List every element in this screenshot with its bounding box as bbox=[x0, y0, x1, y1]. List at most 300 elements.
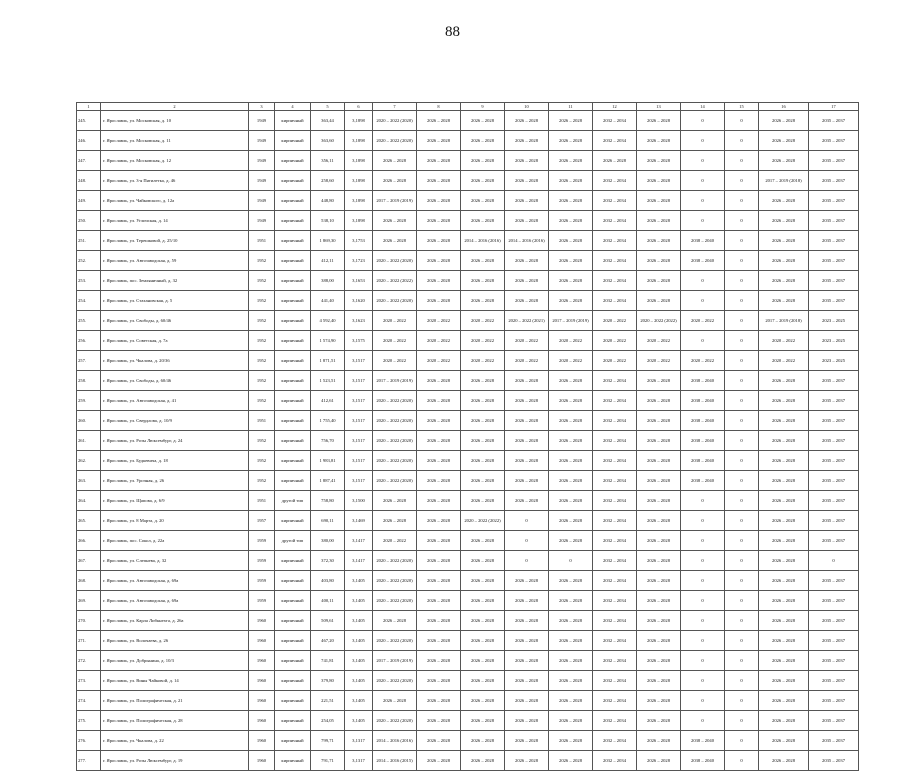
table-cell: 2026 – 2028 bbox=[549, 731, 593, 751]
table-cell: 2020 – 2022 (2020) bbox=[373, 591, 417, 611]
table-cell: 2032 – 2034 bbox=[593, 571, 637, 591]
table-cell: 0 bbox=[725, 691, 759, 711]
table-cell: 274. bbox=[77, 691, 101, 711]
table-cell: 2026 – 2028 bbox=[549, 491, 593, 511]
table-cell: 2026 – 2028 bbox=[417, 691, 461, 711]
table-cell: 3,1653 bbox=[345, 271, 373, 291]
table-cell: 0 bbox=[681, 651, 725, 671]
table-cell: 400,11 bbox=[311, 591, 345, 611]
table-cell: 262. bbox=[77, 451, 101, 471]
table-cell: 2026 – 2028 bbox=[505, 291, 549, 311]
table-cell: 2026 – 2028 bbox=[637, 731, 681, 751]
table-cell: 2026 – 2028 bbox=[505, 471, 549, 491]
page-number: 88 bbox=[445, 24, 460, 40]
table-cell: 2020 – 2022 bbox=[593, 331, 637, 351]
table-cell: другой тип bbox=[275, 531, 311, 551]
column-header: 6 bbox=[345, 103, 373, 111]
table-cell: 2020 – 2022 bbox=[417, 311, 461, 331]
table-cell: кирпичный bbox=[275, 611, 311, 631]
table-cell: 0 bbox=[725, 571, 759, 591]
table-cell: 1952 bbox=[249, 451, 275, 471]
table-cell: кирпичный bbox=[275, 731, 311, 751]
table-cell: 2038 – 2040 bbox=[681, 751, 725, 771]
table-cell: 248. bbox=[77, 171, 101, 191]
table-cell: 412,61 bbox=[311, 391, 345, 411]
table-row bbox=[77, 451, 859, 471]
table-cell: 388,00 bbox=[311, 271, 345, 291]
table-cell: 2020 – 2022 (2020) bbox=[373, 571, 417, 591]
table-cell: 2026 – 2028 bbox=[637, 111, 681, 131]
table-cell: 2026 – 2028 bbox=[505, 411, 549, 431]
table-cell: 250. bbox=[77, 211, 101, 231]
address-cell: г. Ярославль, ул. Свободы, д. 60/46 bbox=[101, 311, 249, 331]
table-cell: 2026 – 2028 bbox=[505, 631, 549, 651]
table-cell: 2035 – 2037 bbox=[809, 131, 859, 151]
table-row bbox=[77, 491, 859, 511]
table-cell: 2032 – 2034 bbox=[593, 251, 637, 271]
address-cell: г. Ярославль, ул. Урочная, д. 26 bbox=[101, 471, 249, 491]
table-cell: 2026 – 2028 bbox=[759, 431, 809, 451]
table-cell: 2026 – 2028 bbox=[637, 411, 681, 431]
table-cell: 380,00 bbox=[311, 531, 345, 551]
table-cell: 2026 – 2028 bbox=[461, 731, 505, 751]
table-cell: 2026 – 2028 bbox=[549, 751, 593, 771]
table-cell: 3,1623 bbox=[345, 311, 373, 331]
table-cell: 2035 – 2037 bbox=[809, 111, 859, 131]
table-cell: 448,80 bbox=[311, 191, 345, 211]
address-cell: г. Ярославль, ул. Стахановская, д. 5 bbox=[101, 291, 249, 311]
table-cell: 3,1517 bbox=[345, 471, 373, 491]
table-cell: 0 bbox=[725, 251, 759, 271]
table-cell: 0 bbox=[505, 511, 549, 531]
table-cell: 2026 – 2028 bbox=[637, 671, 681, 691]
table-cell: кирпичный bbox=[275, 311, 311, 331]
table-cell: 0 bbox=[725, 211, 759, 231]
table-cell: 1949 bbox=[249, 191, 275, 211]
table-cell: 245. bbox=[77, 111, 101, 131]
table-cell: 2020 – 2022 (2020) bbox=[373, 631, 417, 651]
table-cell: 2026 – 2028 bbox=[759, 451, 809, 471]
table-cell: 254. bbox=[77, 291, 101, 311]
table-cell: 1952 bbox=[249, 371, 275, 391]
table-cell: 2032 – 2034 bbox=[593, 671, 637, 691]
table-cell: 3,1517 bbox=[345, 391, 373, 411]
table-cell: 363,60 bbox=[311, 131, 345, 151]
table-cell: 2035 – 2037 bbox=[809, 211, 859, 231]
table-cell: 0 bbox=[549, 551, 593, 571]
address-cell: г. Ярославль, ул. Чкалова, д. 22 bbox=[101, 731, 249, 751]
table-cell: кирпичный bbox=[275, 171, 311, 191]
table-cell: 2017 – 2019 (2018) bbox=[759, 311, 809, 331]
table-cell: 2026 – 2028 bbox=[505, 211, 549, 231]
table-cell: 2020 – 2022 bbox=[681, 311, 725, 331]
table-cell: 2026 – 2028 bbox=[759, 751, 809, 771]
table-cell: 372,30 bbox=[311, 551, 345, 571]
table-cell: 2026 – 2028 bbox=[759, 711, 809, 731]
table-cell: кирпичный bbox=[275, 131, 311, 151]
table-cell: 2026 – 2028 bbox=[461, 251, 505, 271]
table-cell: 2026 – 2028 bbox=[759, 671, 809, 691]
table-cell: 2026 – 2028 bbox=[373, 171, 417, 191]
table-cell: 2026 – 2028 bbox=[759, 291, 809, 311]
table-cell: кирпичный bbox=[275, 471, 311, 491]
table-cell: 2026 – 2028 bbox=[417, 371, 461, 391]
table-cell: 2020 – 2022 bbox=[549, 331, 593, 351]
table-cell: 2026 – 2028 bbox=[461, 471, 505, 491]
table-cell: 2035 – 2037 bbox=[809, 751, 859, 771]
table-cell: 2026 – 2028 bbox=[461, 291, 505, 311]
table-cell: 2026 – 2028 bbox=[505, 691, 549, 711]
table-cell: 2035 – 2037 bbox=[809, 571, 859, 591]
table-cell: другой тип bbox=[275, 491, 311, 511]
table-cell: 2026 – 2028 bbox=[505, 391, 549, 411]
table-cell: 2026 – 2028 bbox=[417, 731, 461, 751]
table-cell: 2026 – 2028 bbox=[461, 391, 505, 411]
table-cell: 2023 – 2025 bbox=[809, 351, 859, 371]
table-cell: 1951 bbox=[249, 411, 275, 431]
table-cell: 3,1469 bbox=[345, 511, 373, 531]
address-cell: г. Ярославль, пос. Земляничный, д. 32 bbox=[101, 271, 249, 291]
table-cell: 2026 – 2028 bbox=[505, 191, 549, 211]
table-cell: 3,1500 bbox=[345, 491, 373, 511]
table-row bbox=[77, 591, 859, 611]
column-header: 9 bbox=[461, 103, 505, 111]
table-cell: 2026 – 2028 bbox=[461, 131, 505, 151]
table-cell: 1952 bbox=[249, 331, 275, 351]
table-cell: 1960 bbox=[249, 631, 275, 651]
table-cell: 2026 – 2028 bbox=[759, 491, 809, 511]
table-cell: 0 bbox=[681, 131, 725, 151]
table-cell: 2026 – 2028 bbox=[417, 651, 461, 671]
table-cell: 2020 – 2022 bbox=[681, 351, 725, 371]
table-cell: 2026 – 2028 bbox=[461, 671, 505, 691]
table-cell: 251. bbox=[77, 231, 101, 251]
table-cell: 0 bbox=[681, 191, 725, 211]
table-cell: 2020 – 2022 (2021) bbox=[505, 311, 549, 331]
table-cell: 2026 – 2028 bbox=[417, 451, 461, 471]
table-cell: 2032 – 2034 bbox=[593, 291, 637, 311]
table-cell: 277. bbox=[77, 751, 101, 771]
table-cell: 1952 bbox=[249, 291, 275, 311]
table-cell: 2032 – 2034 bbox=[593, 651, 637, 671]
table-row bbox=[77, 131, 859, 151]
table-row bbox=[77, 351, 859, 371]
table-cell: 0 bbox=[725, 491, 759, 511]
table-cell: 741,81 bbox=[311, 651, 345, 671]
table-cell: кирпичный bbox=[275, 271, 311, 291]
table-cell: 0 bbox=[725, 431, 759, 451]
table-cell: 2038 – 2040 bbox=[681, 371, 725, 391]
table-cell: 2038 – 2040 bbox=[681, 451, 725, 471]
table-row bbox=[77, 171, 859, 191]
table-cell: кирпичный bbox=[275, 111, 311, 131]
table-cell: 2026 – 2028 bbox=[549, 251, 593, 271]
table-cell: 2026 – 2028 bbox=[637, 371, 681, 391]
table-cell: 2026 – 2028 bbox=[461, 551, 505, 571]
table-cell: 2020 – 2022 (2020) bbox=[373, 451, 417, 471]
address-cell: г. Ярославль, ул. Полиграфическая, д. 28 bbox=[101, 711, 249, 731]
table-cell: 2026 – 2028 bbox=[549, 151, 593, 171]
table-cell: 2035 – 2037 bbox=[809, 531, 859, 551]
table-cell: 2035 – 2037 bbox=[809, 391, 859, 411]
address-cell: г. Ярославль, ул. Советская, д. 7а bbox=[101, 331, 249, 351]
table-cell: 3,1417 bbox=[345, 531, 373, 551]
table-cell: 2020 – 2022 bbox=[505, 351, 549, 371]
table-cell: кирпичный bbox=[275, 191, 311, 211]
table-cell: 2026 – 2028 bbox=[637, 251, 681, 271]
table-cell: 1959 bbox=[249, 591, 275, 611]
table-cell: 253. bbox=[77, 271, 101, 291]
table-cell: 2017 – 2019 (2019) bbox=[373, 371, 417, 391]
table-cell: 3,1517 bbox=[345, 351, 373, 371]
table-cell: 2026 – 2028 bbox=[417, 271, 461, 291]
table-cell: 2026 – 2028 bbox=[549, 291, 593, 311]
table-cell: 2014 – 2016 (2015) bbox=[373, 751, 417, 771]
table-cell: 276. bbox=[77, 731, 101, 751]
table-cell: 2026 – 2028 bbox=[461, 371, 505, 391]
table-cell: 2020 – 2022 bbox=[373, 351, 417, 371]
table-cell: 255. bbox=[77, 311, 101, 331]
table-cell: 1949 bbox=[249, 151, 275, 171]
table-cell: 2035 – 2037 bbox=[809, 711, 859, 731]
table-cell: кирпичный bbox=[275, 571, 311, 591]
table-cell: 2026 – 2028 bbox=[505, 751, 549, 771]
table-row bbox=[77, 251, 859, 271]
table-cell: 3,1405 bbox=[345, 611, 373, 631]
table-cell: 1 871,51 bbox=[311, 351, 345, 371]
table-cell: 0 bbox=[505, 531, 549, 551]
table-cell: 2026 – 2028 bbox=[505, 671, 549, 691]
table-cell: 2032 – 2034 bbox=[593, 591, 637, 611]
table-cell: 2026 – 2028 bbox=[373, 691, 417, 711]
table-cell: 2035 – 2037 bbox=[809, 491, 859, 511]
table-cell: 2026 – 2028 bbox=[461, 691, 505, 711]
table-cell: 0 bbox=[681, 511, 725, 531]
table-cell: 2035 – 2037 bbox=[809, 471, 859, 491]
table-cell: 0 bbox=[725, 331, 759, 351]
table-cell: 2026 – 2028 bbox=[417, 291, 461, 311]
table-cell: 2026 – 2028 bbox=[461, 591, 505, 611]
table-cell: 2026 – 2028 bbox=[417, 171, 461, 191]
address-cell: г. Ярославль, ул. Автозаводская, д. 69а bbox=[101, 591, 249, 611]
table-cell: 2026 – 2028 bbox=[637, 551, 681, 571]
address-cell: г. Ярославль, ул. Щапова, д. 6/9 bbox=[101, 491, 249, 511]
table-cell: 275. bbox=[77, 711, 101, 731]
table-cell: 2026 – 2028 bbox=[759, 731, 809, 751]
table-cell: 2035 – 2037 bbox=[809, 611, 859, 631]
table-cell: 2035 – 2037 bbox=[809, 631, 859, 651]
table-cell: 2026 – 2028 bbox=[461, 751, 505, 771]
table-row bbox=[77, 631, 859, 651]
table-cell: 2026 – 2028 bbox=[593, 151, 637, 171]
address-cell: г. Ярославль, ул. Розы Люксембург, д. 19 bbox=[101, 751, 249, 771]
table-cell: 2026 – 2028 bbox=[505, 171, 549, 191]
table-cell: 0 bbox=[725, 131, 759, 151]
table-cell: 2026 – 2028 bbox=[417, 411, 461, 431]
table-cell: 0 bbox=[725, 631, 759, 651]
table-cell: 2026 – 2028 bbox=[637, 471, 681, 491]
table-cell: 273. bbox=[77, 671, 101, 691]
table-cell: 2035 – 2037 bbox=[809, 671, 859, 691]
table-cell: 2026 – 2028 bbox=[417, 431, 461, 451]
address-cell: г. Ярославль, ул. Чкалова, д. 20/36 bbox=[101, 351, 249, 371]
table-cell: 2026 – 2028 bbox=[637, 751, 681, 771]
table-row bbox=[77, 311, 859, 331]
address-cell: г. Ярославль, ул. Московская, д. 10 bbox=[101, 111, 249, 131]
table-cell: 3,1898 bbox=[345, 191, 373, 211]
table-cell: 2026 – 2028 bbox=[417, 611, 461, 631]
table-cell: 2026 – 2028 bbox=[759, 531, 809, 551]
table-row bbox=[77, 411, 859, 431]
table-cell: 3,1517 bbox=[345, 371, 373, 391]
table-cell: 0 bbox=[725, 531, 759, 551]
table-cell: 0 bbox=[725, 191, 759, 211]
table-cell: 2032 – 2034 bbox=[593, 231, 637, 251]
table-cell: 2026 – 2028 bbox=[549, 631, 593, 651]
column-header: 2 bbox=[101, 103, 249, 111]
column-header: 10 bbox=[505, 103, 549, 111]
table-cell: 2026 – 2028 bbox=[461, 171, 505, 191]
table-cell: 2026 – 2028 bbox=[417, 511, 461, 531]
table-cell: 246. bbox=[77, 131, 101, 151]
table-cell: 3,1898 bbox=[345, 131, 373, 151]
table-cell: 1952 bbox=[249, 351, 275, 371]
table-cell: 2026 – 2028 bbox=[759, 191, 809, 211]
table-cell: 2026 – 2028 bbox=[759, 571, 809, 591]
table-row bbox=[77, 651, 859, 671]
table-cell: 2026 – 2028 bbox=[373, 511, 417, 531]
table-cell: 221,51 bbox=[311, 691, 345, 711]
table-cell: 2020 – 2022 (2020) bbox=[373, 131, 417, 151]
table-cell: 2032 – 2034 bbox=[593, 691, 637, 711]
table-cell: 2032 – 2034 bbox=[593, 711, 637, 731]
address-cell: г. Ярославль, ул. Добрынина, д. 10/3 bbox=[101, 651, 249, 671]
table-cell: 3,1898 bbox=[345, 211, 373, 231]
table-cell: 0 bbox=[681, 591, 725, 611]
table-cell: 2026 – 2028 bbox=[759, 471, 809, 491]
table-cell: 2026 – 2028 bbox=[417, 591, 461, 611]
table-row bbox=[77, 111, 859, 131]
table-cell: 2035 – 2037 bbox=[809, 431, 859, 451]
table-cell: 2026 – 2028 bbox=[637, 511, 681, 531]
table-cell: кирпичный bbox=[275, 551, 311, 571]
table-cell: 2026 – 2028 bbox=[759, 591, 809, 611]
table-cell: 2026 – 2028 bbox=[505, 251, 549, 271]
table-cell: 0 bbox=[725, 551, 759, 571]
header-row bbox=[77, 103, 859, 111]
table-cell: 1959 bbox=[249, 551, 275, 571]
table-cell: 2026 – 2028 bbox=[637, 451, 681, 471]
table-cell: 2038 – 2040 bbox=[681, 731, 725, 751]
table-cell: 0 bbox=[505, 551, 549, 571]
column-header: 14 bbox=[681, 103, 725, 111]
table-cell: 2014 – 2016 (2016) bbox=[505, 231, 549, 251]
table-cell: 2035 – 2037 bbox=[809, 511, 859, 531]
table-cell: 2026 – 2028 bbox=[417, 711, 461, 731]
address-cell: г. Ярославль, ул. Волочаева, д. 26 bbox=[101, 631, 249, 651]
table-cell: 2026 – 2028 bbox=[637, 291, 681, 311]
table-cell: 2035 – 2037 bbox=[809, 251, 859, 271]
table-cell: 257. bbox=[77, 351, 101, 371]
table-cell: 0 bbox=[681, 151, 725, 171]
table-cell: 2026 – 2028 bbox=[637, 691, 681, 711]
table-cell: 0 bbox=[681, 211, 725, 231]
table-cell: 2026 – 2028 bbox=[461, 611, 505, 631]
column-header: 7 bbox=[373, 103, 417, 111]
table-cell: 3,1405 bbox=[345, 631, 373, 651]
table-cell: 2026 – 2028 bbox=[417, 491, 461, 511]
table-cell: 266. bbox=[77, 531, 101, 551]
table-cell: 2020 – 2022 (2022) bbox=[461, 511, 505, 531]
table-cell: 2026 – 2028 bbox=[637, 271, 681, 291]
table-cell: 2020 – 2022 bbox=[637, 351, 681, 371]
table-cell: 0 bbox=[725, 471, 759, 491]
table-cell: 2035 – 2037 bbox=[809, 371, 859, 391]
table-cell: 258. bbox=[77, 371, 101, 391]
table-cell: 2035 – 2037 bbox=[809, 411, 859, 431]
column-header: 3 bbox=[249, 103, 275, 111]
table-cell: 0 bbox=[725, 711, 759, 731]
table-cell: 799,71 bbox=[311, 731, 345, 751]
table-cell: 2026 – 2028 bbox=[417, 551, 461, 571]
table-cell: 2026 – 2028 bbox=[461, 491, 505, 511]
table-cell: 2014 – 2016 (2016) bbox=[373, 731, 417, 751]
table-row bbox=[77, 731, 859, 751]
table-cell: 509,61 bbox=[311, 611, 345, 631]
table-cell: 2032 – 2034 bbox=[593, 111, 637, 131]
table-cell: 2026 – 2028 bbox=[417, 191, 461, 211]
table-cell: 2023 – 2025 bbox=[809, 311, 859, 331]
table-cell: 2026 – 2028 bbox=[637, 531, 681, 551]
table-cell: 1 887,41 bbox=[311, 471, 345, 491]
table-cell: 2026 – 2028 bbox=[417, 251, 461, 271]
table-cell: 0 bbox=[725, 391, 759, 411]
table-cell: 2020 – 2022 bbox=[417, 331, 461, 351]
table-cell: 0 bbox=[725, 731, 759, 751]
address-cell: г. Ярославль, ул. Карла Либкнехта, д. 26а bbox=[101, 611, 249, 631]
table-cell: 2032 – 2034 bbox=[593, 551, 637, 571]
table-cell: кирпичный bbox=[275, 511, 311, 531]
table-cell: 2026 – 2028 bbox=[549, 211, 593, 231]
table-cell: 2032 – 2034 bbox=[593, 391, 637, 411]
table-row bbox=[77, 671, 859, 691]
table-cell: 1960 bbox=[249, 651, 275, 671]
table-cell: 1957 bbox=[249, 511, 275, 531]
table-cell: 2026 – 2028 bbox=[637, 651, 681, 671]
table-cell: 3,1517 bbox=[345, 451, 373, 471]
table-cell: 2032 – 2034 bbox=[593, 191, 637, 211]
table-row bbox=[77, 471, 859, 491]
column-header: 17 bbox=[809, 103, 859, 111]
table-cell: 0 bbox=[725, 111, 759, 131]
address-cell: г. Ярославль, ул. Розы Люксембург, д. 24 bbox=[101, 431, 249, 451]
table-cell: 1949 bbox=[249, 131, 275, 151]
table-cell: 2020 – 2022 (2020) bbox=[373, 291, 417, 311]
table-cell: 2026 – 2028 bbox=[759, 391, 809, 411]
table-cell: 2026 – 2028 bbox=[549, 531, 593, 551]
table-row bbox=[77, 271, 859, 291]
table-cell: 2026 – 2028 bbox=[759, 651, 809, 671]
address-cell: г. Ярославль, ул. Автозаводская, д. 69а bbox=[101, 571, 249, 591]
table-cell: 270. bbox=[77, 611, 101, 631]
table-cell: 2020 – 2022 bbox=[417, 351, 461, 371]
table-cell: 0 bbox=[725, 351, 759, 371]
table-cell: 2026 – 2028 bbox=[505, 131, 549, 151]
table-cell: 3,1753 bbox=[345, 231, 373, 251]
table-cell: 2020 – 2022 bbox=[505, 331, 549, 351]
table-cell: 2026 – 2028 bbox=[759, 511, 809, 531]
address-cell: г. Ярославль, ул. Полиграфическая, д. 21 bbox=[101, 691, 249, 711]
